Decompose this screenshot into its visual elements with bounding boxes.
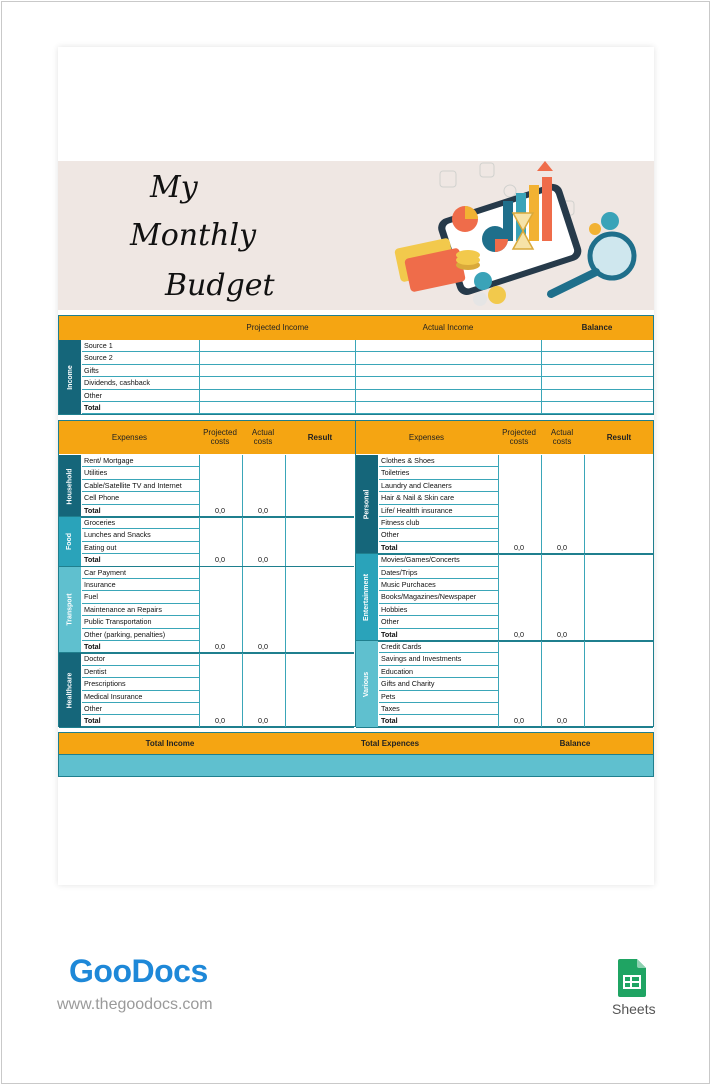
column-divider xyxy=(541,554,542,641)
income-total-label: Total xyxy=(82,402,199,414)
total-income-label: Total Income xyxy=(145,739,195,748)
expenses-header-right: Expenses xyxy=(408,433,445,442)
income-cell[interactable] xyxy=(199,352,355,364)
income-cell[interactable] xyxy=(541,402,653,414)
projected-costs-header-right: Projected costs xyxy=(502,428,536,446)
expense-item-label: Car Payment xyxy=(82,567,199,579)
group-total-label: Total xyxy=(82,715,199,727)
income-cell[interactable] xyxy=(541,390,653,402)
column-divider xyxy=(541,641,542,728)
column-divider xyxy=(199,653,200,727)
result-header-right: Result xyxy=(606,433,632,442)
income-cell[interactable] xyxy=(199,365,355,377)
income-cell[interactable] xyxy=(541,352,653,364)
result-header-left: Result xyxy=(307,433,333,442)
expense-item-label: Other (parking, penalties) xyxy=(82,629,199,641)
group-total-label: Total xyxy=(82,505,199,517)
column-divider xyxy=(285,455,286,517)
projected-total-value[interactable]: 0,0 xyxy=(215,716,225,726)
column-divider xyxy=(199,567,200,654)
income-row-label: Source 2 xyxy=(82,352,199,364)
expense-item-label: Fuel xyxy=(82,591,199,603)
group-total-label: Total xyxy=(82,641,199,653)
projected-total-value[interactable]: 0,0 xyxy=(514,716,524,726)
income-cell[interactable] xyxy=(355,352,541,364)
expense-item-label: Gifts and Charity xyxy=(379,678,498,690)
expense-item-label: Education xyxy=(379,666,498,678)
actual-costs-header-right: Actual costs xyxy=(550,428,574,446)
income-cell[interactable] xyxy=(199,377,355,389)
expense-item-label: Savings and Investments xyxy=(379,653,498,665)
expense-item-label: Clothes & Shoes xyxy=(379,455,498,467)
group-side-label-entertainment: Entertainment xyxy=(356,554,378,641)
column-divider xyxy=(242,653,243,727)
income-cell[interactable] xyxy=(541,340,653,352)
expenses-header-left: Expenses xyxy=(111,433,148,442)
title-line-3: Budget xyxy=(165,268,275,303)
projected-total-value[interactable]: 0,0 xyxy=(215,505,225,515)
column-divider xyxy=(584,554,585,641)
summary-balance-label: Balance xyxy=(559,739,591,748)
expense-item-label: Credit Cards xyxy=(379,641,498,653)
actual-income-header: Actual Income xyxy=(422,323,474,332)
expense-item-label: Movies/Games/Concerts xyxy=(379,554,498,566)
expense-item-label: Cable/Satellite TV and Internet xyxy=(82,480,199,492)
center-divider xyxy=(355,421,356,727)
group-side-label-various: Various xyxy=(356,641,378,728)
column-divider xyxy=(541,455,542,554)
expense-item-label: Groceries xyxy=(82,517,199,529)
group-side-label-food: Food xyxy=(59,517,81,567)
column-divider xyxy=(498,455,499,554)
income-cell[interactable] xyxy=(541,377,653,389)
goodocs-logo: GooDocs xyxy=(69,953,208,989)
income-cell[interactable] xyxy=(199,340,355,352)
expense-item-label: Hair & Nail & Skin care xyxy=(379,492,498,504)
expense-item-label: Medical Insurance xyxy=(82,691,199,703)
google-sheets-icon xyxy=(618,959,646,997)
title-line-1: My xyxy=(150,170,198,205)
income-cell[interactable] xyxy=(355,340,541,352)
expense-item-label: Toiletries xyxy=(379,467,498,479)
income-row-label: Source 1 xyxy=(82,340,199,352)
group-side-label-personal: Personal xyxy=(356,455,378,554)
expense-item-label: Eating out xyxy=(82,542,199,554)
actual-total-value[interactable]: 0,0 xyxy=(258,555,268,565)
title-line-2: Monthly xyxy=(130,218,257,253)
total-expences-label: Total Expences xyxy=(360,739,420,748)
actual-total-value[interactable]: 0,0 xyxy=(557,716,567,726)
income-cell[interactable] xyxy=(541,365,653,377)
income-row-label: Gifts xyxy=(82,365,199,377)
column-divider xyxy=(285,567,286,654)
income-cell[interactable] xyxy=(199,402,355,414)
actual-total-value[interactable]: 0,0 xyxy=(258,505,268,515)
expense-item-label: Public Transportation xyxy=(82,616,199,628)
group-side-label-transport: Transport xyxy=(59,567,81,654)
column-divider xyxy=(285,653,286,727)
expense-item-label: Pets xyxy=(379,691,498,703)
summary-values-row[interactable] xyxy=(58,755,654,777)
expense-item-label: Prescriptions xyxy=(82,678,199,690)
expense-item-label: Laundry and Cleaners xyxy=(379,480,498,492)
expense-item-label: Utilities xyxy=(82,467,199,479)
expense-item-label: Insurance xyxy=(82,579,199,591)
expense-item-label: Maintenance an Repairs xyxy=(82,604,199,616)
income-cell[interactable] xyxy=(355,402,541,414)
group-divider xyxy=(356,727,653,729)
projected-total-value[interactable]: 0,0 xyxy=(215,642,225,651)
column-divider xyxy=(285,517,286,567)
expense-item-label: Fitness club xyxy=(379,517,498,529)
group-total-label: Total xyxy=(379,542,498,554)
expense-item-label: Lunches and Snacks xyxy=(82,529,199,541)
expense-item-label: Dentist xyxy=(82,666,199,678)
actual-costs-header-left: Actual costs xyxy=(251,428,275,446)
actual-total-value[interactable]: 0,0 xyxy=(557,629,567,639)
expense-item-label: Music Purchaces xyxy=(379,579,498,591)
projected-total-value[interactable]: 0,0 xyxy=(514,542,524,552)
income-cell[interactable] xyxy=(355,390,541,402)
income-cell[interactable] xyxy=(199,390,355,402)
expense-item-label: Taxes xyxy=(379,703,498,715)
sheets-label: Sheets xyxy=(612,1001,656,1017)
column-divider xyxy=(584,641,585,728)
projected-total-value[interactable]: 0,0 xyxy=(215,555,225,565)
expense-item-label: Other xyxy=(379,529,498,541)
expense-item-label: Doctor xyxy=(82,653,199,665)
income-cell[interactable] xyxy=(355,377,541,389)
expense-item-label: Rent/ Mortgage xyxy=(82,455,199,467)
expense-item-label: Other xyxy=(379,616,498,628)
group-total-label: Total xyxy=(82,554,199,566)
goodocs-url[interactable]: www.thegoodocs.com xyxy=(57,996,213,1013)
projected-costs-header-left: Projected costs xyxy=(203,428,237,446)
column-divider xyxy=(199,455,200,517)
income-row-label: Other xyxy=(82,390,199,402)
income-side-label: Income xyxy=(59,340,81,414)
group-total-label: Total xyxy=(379,715,498,727)
column-divider xyxy=(498,641,499,728)
column-divider xyxy=(584,455,585,554)
expense-item-label: Other xyxy=(82,703,199,715)
actual-total-value[interactable]: 0,0 xyxy=(258,642,268,651)
expense-item-label: Dates/Trips xyxy=(379,567,498,579)
budget-illustration-icon xyxy=(385,161,645,310)
group-divider xyxy=(59,727,354,729)
expense-item-label: Life/ Healtth insurance xyxy=(379,505,498,517)
expense-item-label: Cell Phone xyxy=(82,492,199,504)
actual-total-value[interactable]: 0,0 xyxy=(258,716,268,726)
actual-total-value[interactable]: 0,0 xyxy=(557,542,567,552)
expense-item-label: Hobbies xyxy=(379,604,498,616)
balance-header: Balance xyxy=(581,323,613,332)
projected-total-value[interactable]: 0,0 xyxy=(514,629,524,639)
group-side-label-household: Household xyxy=(59,455,81,517)
column-divider xyxy=(242,567,243,654)
column-divider xyxy=(242,455,243,517)
expense-item-label: Books/Magazines/Newspaper xyxy=(379,591,498,603)
group-total-label: Total xyxy=(379,629,498,641)
column-divider xyxy=(242,517,243,567)
income-cell[interactable] xyxy=(355,365,541,377)
projected-income-header: Projected Income xyxy=(246,323,309,332)
column-divider xyxy=(199,517,200,567)
group-side-label-healthcare: Healthcare xyxy=(59,653,81,727)
income-row-label: Dividends, cashback xyxy=(82,377,199,389)
column-divider xyxy=(498,554,499,641)
